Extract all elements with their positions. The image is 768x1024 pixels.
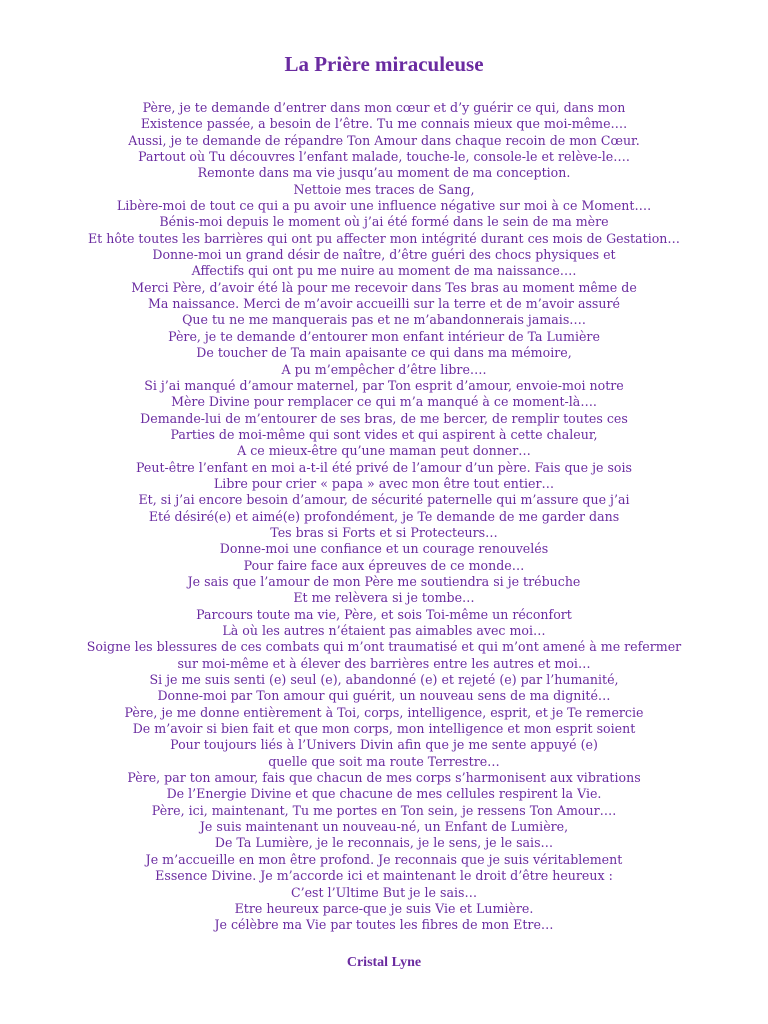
poem-line: Partout où Tu découvres l’enfant malade, touche-le, console-le et relève-le….	[138, 149, 630, 165]
poem-line: Si je me suis senti (e) seul (e), abandonné (e) et rejeté (e) par l’humanité,	[149, 672, 619, 688]
poem-line: Père, ici, maintenant, Tu me portes en Ton sein, je ressens Ton Amour….	[151, 802, 617, 818]
poem-line: A ce mieux-être qu’une maman peut donner…	[237, 443, 531, 459]
poem-line: Nettoie mes traces de Sang,	[293, 181, 475, 197]
poem-line: Donne-moi par Ton amour qui guérit, un nouveau sens de ma dignité…	[157, 688, 611, 704]
poem-line: sur moi-même et à élever des barrières entre les autres et moi…	[177, 655, 591, 671]
poem-line: Affectifs qui ont pu me nuire au moment de ma naissance….	[191, 263, 577, 279]
poem-line: Pour toujours liés à l’Univers Divin afin que je me sente appuyé (e)	[170, 737, 598, 753]
poem-line: Parcours toute ma vie, Père, et sois Toi-même un réconfort	[196, 606, 572, 622]
poem-line: Libre pour crier « papa » avec mon être tout entier…	[213, 475, 555, 491]
poem-line: Père, je te demande d’entrer dans mon cœur et d’y guérir ce qui, dans mon	[142, 100, 626, 115]
poem-line: Je suis maintenant un nouveau-né, un Enfant de Lumière,	[199, 819, 569, 835]
poem-line: quelle que soit ma route Terrestre…	[268, 753, 500, 769]
poem-line: Ma naissance. Merci de m’avoir accueilli sur la terre et de m’avoir assuré	[148, 296, 620, 312]
poem-line: Donne-moi un grand désir de naître, d’être guéri des chocs physiques et	[152, 247, 616, 263]
poem-line: De Ta Lumière, je le reconnais, je le sens, je le sais…	[214, 835, 554, 851]
poem-line: Libère-moi de tout ce qui a pu avoir une influence négative sur moi à ce Moment….	[116, 198, 652, 214]
poem-line: Que tu ne me manquerais pas et ne m’abandonnerais jamais….	[182, 312, 586, 328]
poem-line: C’est l’Ultime But je le sais…	[290, 884, 478, 900]
poem-line: Peut-être l’enfant en moi a-t-il été privé de l’amour d’un père. Fais que je sois	[135, 459, 633, 475]
poem-line: Bénis-moi depuis le moment où j’ai été formé dans le sein de ma mère	[159, 214, 609, 230]
page-title: La Prière miraculeuse	[284, 52, 484, 76]
poem-line: Eté désiré(e) et aimé(e) profondément, je Te demande de me garder dans	[148, 508, 620, 524]
poem-line: Donne-moi une confiance et un courage renouvelés	[219, 541, 549, 557]
poem-line: Existence passée, a besoin de l’être. Tu me connais mieux que moi-même….	[140, 116, 628, 132]
poem-line: Père, je te demande d’entourer mon enfant intérieur de Ta Lumière	[168, 328, 600, 344]
poem-line: Pour faire face aux épreuves de ce monde…	[243, 557, 525, 573]
poem-line: Etre heureux parce-que je suis Vie et Lumière.	[234, 900, 534, 916]
poem-body	[0, 100, 768, 934]
poem-line: Père, par ton amour, fais que chacun de mes corps s’harmonisent aux vibrations	[127, 770, 641, 786]
poem-line: Merci Père, d’avoir été là pour me recevoir dans Tes bras au moment même de	[131, 279, 637, 295]
poem-line: Mère Divine pour remplacer ce qui m’a manqué à ce moment-là….	[171, 394, 597, 410]
poem-line: Je célèbre ma Vie par toutes les fibres de mon Etre…	[214, 917, 554, 933]
poem-line: Et me relèvera si je tombe…	[293, 590, 475, 606]
poem-line: Si j’ai manqué d’amour maternel, par Ton esprit d’amour, envoie-moi notre	[144, 377, 624, 393]
poem-line: Essence Divine. Je m’accorde ici et maintenant le droit d’être heureux :	[155, 868, 613, 884]
poem-line: Parties de moi-même qui sont vides et qui aspirent à cette chaleur,	[170, 426, 598, 442]
poem-line: Tes bras si Forts et si Protecteurs…	[270, 524, 498, 540]
poem-line: Je sais que l’amour de mon Père me soutiendra si je trébuche	[187, 573, 581, 589]
author-signature: Cristal Lyne	[346, 955, 422, 970]
poem-line: A pu m’empêcher d’être libre….	[281, 361, 487, 377]
poem-line: Je m’accueille en mon être profond. Je reconnais que je suis véritablement	[145, 851, 623, 867]
poem-line: Père, je me donne entièrement à Toi, corps, intelligence, esprit, et je Te remercie	[124, 704, 644, 720]
poem-line: Demande-lui de m’entourer de ses bras, de me bercer, de remplir toutes ces	[140, 410, 628, 426]
poem-line: Là où les autres n’étaient pas aimables avec moi…	[222, 623, 546, 638]
poem-line: Remonte dans ma vie jusqu’au moment de ma conception.	[197, 165, 571, 181]
poem-line: De toucher de Ta main apaisante ce qui dans ma mémoire,	[196, 345, 572, 361]
poem-line: Et hôte toutes les barrières qui ont pu affecter mon intégrité durant ces mois de Gestation…	[87, 230, 681, 246]
poem-line: Et, si j’ai encore besoin d’amour, de sécurité paternelle qui m’assure que j’ai	[138, 492, 630, 508]
poem-line: De m’avoir si bien fait et que mon corps, mon intelligence et mon esprit soient	[132, 721, 636, 737]
poem-line: De l’Energie Divine et que chacune de mes cellules respirent la Vie.	[166, 786, 602, 802]
poem-line: Soigne les blessures de ces combats qui m’ont traumatisé et qui m’ont amené à me refermer	[86, 639, 682, 655]
poem-line: Aussi, je te demande de répandre Ton Amour dans chaque recoin de mon Cœur.	[128, 132, 640, 148]
